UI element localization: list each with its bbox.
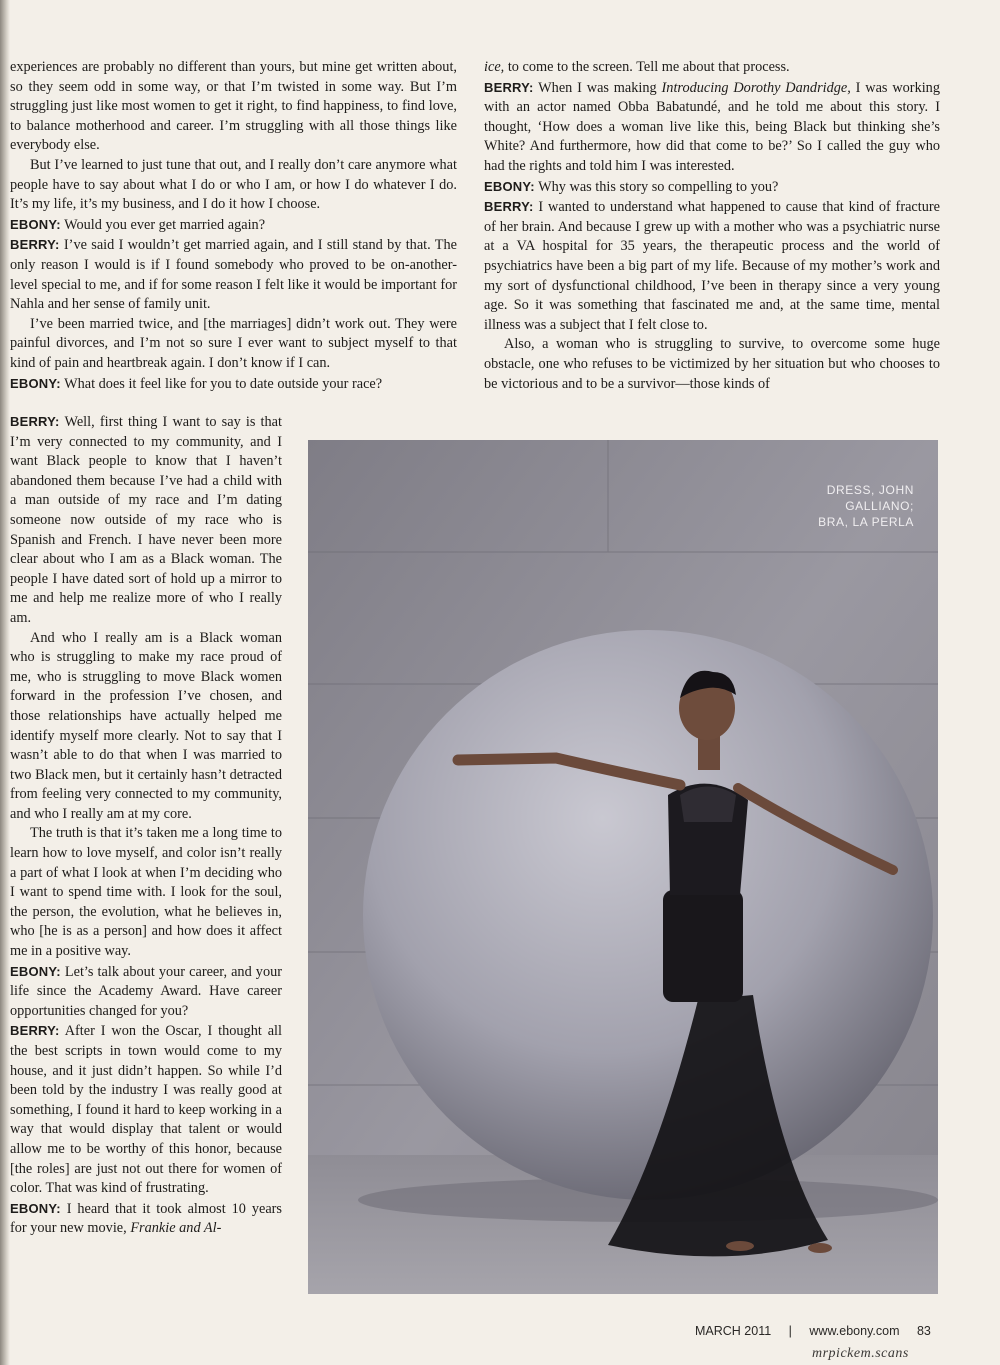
paragraph-text: But I’ve learned to just tune that out, and I really don’t care anymore what people have to say about what I do or who I am, or how I do whatever I do. It’s my life, it’s my business, and I do it how I choose. [10,156,457,213]
photo-credit-line-1: DRESS, JOHN [826,483,914,497]
speaker-label: BERRY: [10,1023,60,1039]
paragraph-text: to come to the screen. Tell me about that process. [504,59,790,75]
article-column-under [10,412,282,1239]
interview-exchange [10,374,457,395]
interview-exchange [484,197,940,335]
speaker-label: EBONY: [10,375,61,391]
interview-exchange [484,177,940,198]
interview-exchange [484,78,940,177]
paragraph-text: Also, a woman who is struggling to survive, to overcome some huge obstacle, one who refuses to be victimized by her situation but who chooses to be victorious and to be a survivor—those kinds of [484,336,940,392]
paragraph-text: I wanted to understand what happened to cause that kind of fracture of her brain. And because I grew up with a mother who was a psychiatric nurse at a VA hospital for 35 years, the therapeutic process and the world of psychiatrics have been a big part of my life. Because of my mother’s work and my sort of dysfunctional childhood, I’ve been in therapy since a very young age. So it was something that fascinated me and, at the same time, mental illness was a subject that I felt close to. [484,199,941,333]
italic-title: ice, [484,59,505,75]
photo-credit-line-3: BRA, LA PERLA [818,515,914,529]
article-paragraph [10,156,457,215]
interview-exchange [10,235,457,314]
italic-title: Introducing Dorothy Dandridge, [661,79,851,96]
paragraph-text: What does it feel like for you to date outside your race? [64,375,383,392]
paragraph-text: Why was this story so compelling to you? [538,178,779,195]
footer-website: www.ebony.com [809,1324,900,1338]
article-paragraph [484,58,940,78]
paragraph-text: When I was making [538,79,662,96]
footer-date: MARCH 2011 [695,1324,772,1338]
article-paragraph [10,58,457,156]
article-paragraph [484,335,940,394]
scan-watermark: mrpickem.scans [812,1346,909,1361]
article-paragraph [10,629,282,825]
interview-exchange [10,962,282,1022]
page-number: 83 [916,1324,931,1338]
footer-separator: | [788,1324,792,1338]
photo-illustration [308,440,938,1294]
photo-credit-line-2: GALLIANO; [845,499,914,513]
paragraph-text: The truth is that it’s taken me a long time to learn how to love myself, and color isn’t really a part of what I look at when I’m deciding who I want to spend time with. I look for the soul, the person, the evolution, what he believes in, who [he is as a person] and how does it affect me in a positive way. [10,825,282,960]
paragraph-text: Let’s talk about your career, and your life since the Academy Award. Have career opportunities changed for you? [10,963,283,1019]
speaker-label: BERRY: [484,199,534,215]
paragraph-text: I heard that it took almost 10 years for your new movie, [10,1200,282,1237]
italic-title: Frankie and Al- [130,1220,222,1237]
page-binding-shadow [0,0,10,1365]
speaker-label: EBONY: [10,216,61,232]
interview-exchange [10,215,457,236]
paragraph-text: I’ve said I wouldn’t get married again, and I still stand by that. The only reason I would is if I found somebody who proved to be on-another-level special to me, and if for some reason I felt like it would be important for Nahla and her sense of family unit. [10,237,458,313]
paragraph-text: Well, first thing I want to say is that I’m very connected to my community, and I want Black people to know that I haven’t abandoned them because I’ve had a child with a man outside of my race and I’m dating someone now outside of my race who is Spanish and French. I have never been more clear about who I am as a Black woman. The people I have dated sort of hold up a mirror to me and help me realize more of who I really am. [10,414,282,626]
paragraph-text: And who I really am is a Black woman who is struggling to make my race proud of me, who is struggling to move Black women forward in the profession I’ve chosen, and those relationships have actually helped me identify myself more clearly. Not to say that I wasn’t able to do that when I was married to two Black men, but it certainly hasn’t detracted from feeling very connected to my community, and who I really am at my core. [10,629,282,822]
article-paragraph [10,315,457,374]
speaker-label: BERRY: [10,237,60,253]
speaker-label: BERRY: [10,414,60,429]
paragraph-text: I’ve been married twice, and [the marriages] didn’t work out. They were painful divorces, and I’m not so sure I ever want to subject myself to that kind of pain and heartbreak again. I don’t know if I can. [10,315,457,371]
speaker-label: BERRY: [484,79,534,95]
editorial-photo [308,440,938,1294]
speaker-label: EBONY: [10,963,61,979]
interview-exchange [10,412,282,629]
paragraph-text: Would you ever get married again? [64,216,266,233]
paragraph-text: experiences are probably no different than yours, but mine get written about, so they seem odd in some way, or that I’m twisted in some way. But I’m struggling just like most women to get it right, to find happiness, to find love, to balance motherhood and career. I’m struggling with all those things like everybody else. [10,59,457,154]
paragraph-text: After I won the Oscar, I thought all the best scripts in town would come to my house, and it just didn’t happen. So while I’d been told by the industry I was really good at something, I found it hard to keep working in a way that would display that talent or would allow me to be worthy of this honor, because [the roles] are just not out there for women of color. That was kind of frustrating. [10,1023,282,1197]
interview-exchange [10,1199,282,1239]
article-column-left [10,58,457,394]
page-footer [695,1324,931,1338]
photo-credit [784,482,914,530]
article-column-right [484,58,940,394]
interview-exchange [10,1021,282,1198]
article-paragraph [10,824,282,961]
paragraph-text: I was working with an actor named Obba Babatundé, and he told me about this story. I thought, ‘How does a woman live like this, being Black but thinking she’s White? And furthermore, how did that come to be?’ So I called the guy who had the rights and told him I was interested. [484,79,940,174]
speaker-label: EBONY: [484,178,535,194]
speaker-label: EBONY: [10,1200,61,1216]
